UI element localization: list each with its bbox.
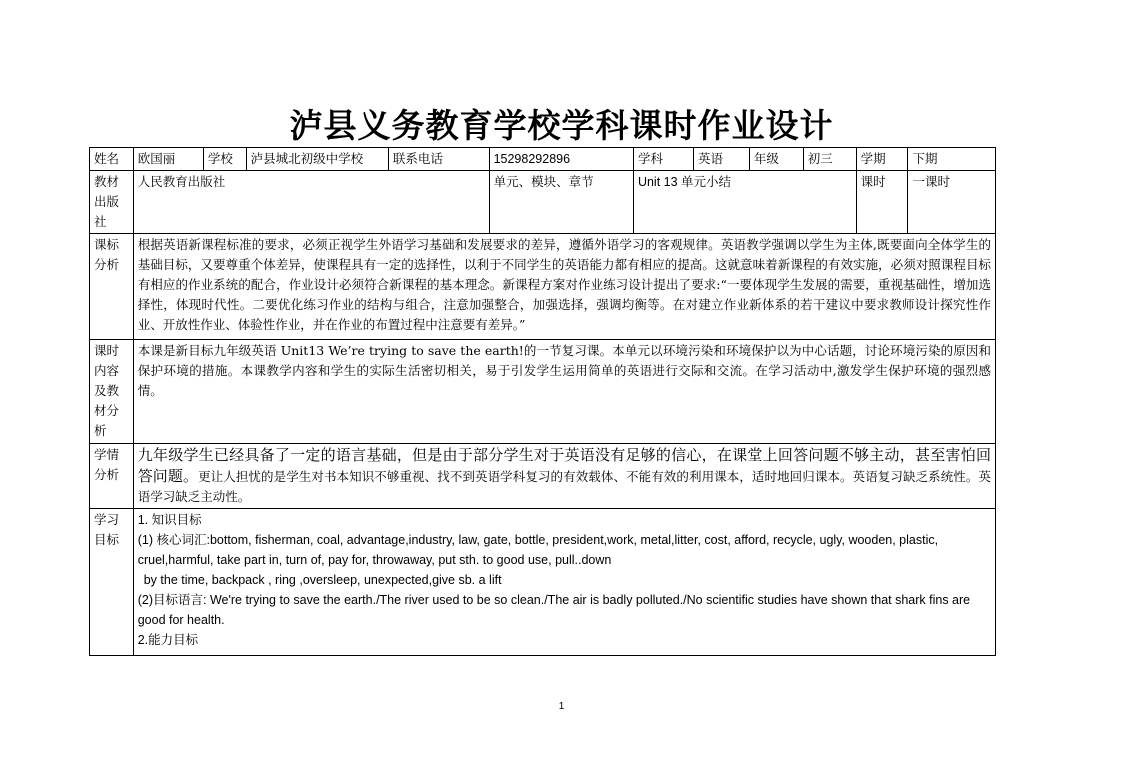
ability-goal-heading: 2.能力目标 <box>137 633 199 647</box>
target-language: (2)目标语言: We're trying to save the earth./The river used to be so clean./The air is badly polluted./No scientific studies have shown that shark fins are good for health. <box>137 593 971 627</box>
period-label: 课时 <box>856 171 908 234</box>
core-vocabulary-continued: by the time, backpack , ring ,oversleep, unexpected,give sb. a lift <box>143 573 502 587</box>
document-title: 泸县义务教育学校学科课时作业设计 <box>289 106 834 145</box>
students-text <box>133 444 995 509</box>
term-label: 学期 <box>856 148 908 171</box>
students-label: 学情分析 <box>90 444 134 509</box>
phone-label: 联系电话 <box>388 148 489 171</box>
header-row <box>90 148 996 171</box>
grade-label: 年级 <box>749 148 803 171</box>
students-text-large: 九年级学生已经具备了一定的语言基础，但是由于部分学生对于英语没有足够的信心，在课堂上回答问题不够主动，甚至害怕回答问题。 <box>137 446 991 485</box>
students-row <box>90 444 996 509</box>
knowledge-goal-heading: 1. 知识目标 <box>137 513 202 527</box>
unit-label: 单元、模块、章节 <box>489 171 633 234</box>
unit-value: Unit 13 单元小结 <box>633 171 856 234</box>
content-text: 本课是新目标九年级英语 Unit13 We’re trying to save the earth!的一节复习课。本单元以环境污染和环境保护以为中心话题，讨论环境污染的原因和保护环境的措施。本课教学内容和学生的实际生活密切相关，易于引发学生运用简单的英语进行交际和交流。在学习活动中,激发学生保护环境的强烈感情。 <box>133 340 995 444</box>
school-label: 学校 <box>203 148 246 171</box>
standard-label: 课标分析 <box>90 234 134 340</box>
subject-label: 学科 <box>633 148 693 171</box>
name-label: 姓名 <box>90 148 134 171</box>
phone-value: 15298292896 <box>489 148 633 171</box>
core-vocabulary: (1) 核心词汇:bottom, fisherman, coal, advantage,industry, law, gate, bottle, president,work, metal,litter, cost, afford, recycle, ugly, wooden, plastic, cruel,harmful, take part in, turn of, pay for, throwaway, put sth. to good use, pull..down <box>137 533 939 567</box>
textbook-value: 人民教育出版社 <box>133 171 489 234</box>
subject-value: 英语 <box>693 148 749 171</box>
content-row <box>90 340 996 444</box>
goals-label: 学习目标 <box>90 509 134 656</box>
period-value: 一课时 <box>908 171 996 234</box>
textbook-row <box>90 171 996 234</box>
standard-row <box>90 234 996 340</box>
school-value: 泸县城北初级中学校 <box>246 148 388 171</box>
textbook-label: 教材出版社 <box>90 171 134 234</box>
students-text-small: 更让人担忧的是学生对书本知识不够重视、找不到英语学科复习的有效载体、不能有效的利用课本，适时地回归课本。英语复习缺乏系统性。英语学习缺乏主动性。 <box>137 469 991 504</box>
name-value: 欧国丽 <box>133 148 203 171</box>
standard-text: 根据英语新课程标准的要求，必须正视学生外语学习基础和发展要求的差异，遵循外语学习的客观规律。英语教学强调以学生为主体,既要面向全体学生的基础目标，又要尊重个体差异，使课程具有一定的选择性，以利于不同学生的英语能力都有相应的提高。这就意味着新课程的有效实施，必须对照课程目标有相应的作业系统的配合，作业设计必须符合新课程的基本理念。新课程方案对作业练习设计提出了要求:“一要体现学生发展的需要，重视基础性，增加选择性，体现时代性。二要优化练习作业的结构与组合，注意加强整合，加强选择，强调均衡等。在对建立作业新体系的若干建议中要求教师设计探究性作业、开放性作业、体验性作业，并在作业的布置过程中注意要有差异。” <box>133 234 995 340</box>
term-value: 下期 <box>908 148 996 171</box>
page-number: 1 <box>558 701 565 712</box>
goals-content <box>133 509 995 656</box>
goals-row <box>90 509 996 656</box>
content-label: 课时内容及教材分析 <box>90 340 134 444</box>
assignment-design-form <box>89 147 996 656</box>
grade-value: 初三 <box>803 148 856 171</box>
